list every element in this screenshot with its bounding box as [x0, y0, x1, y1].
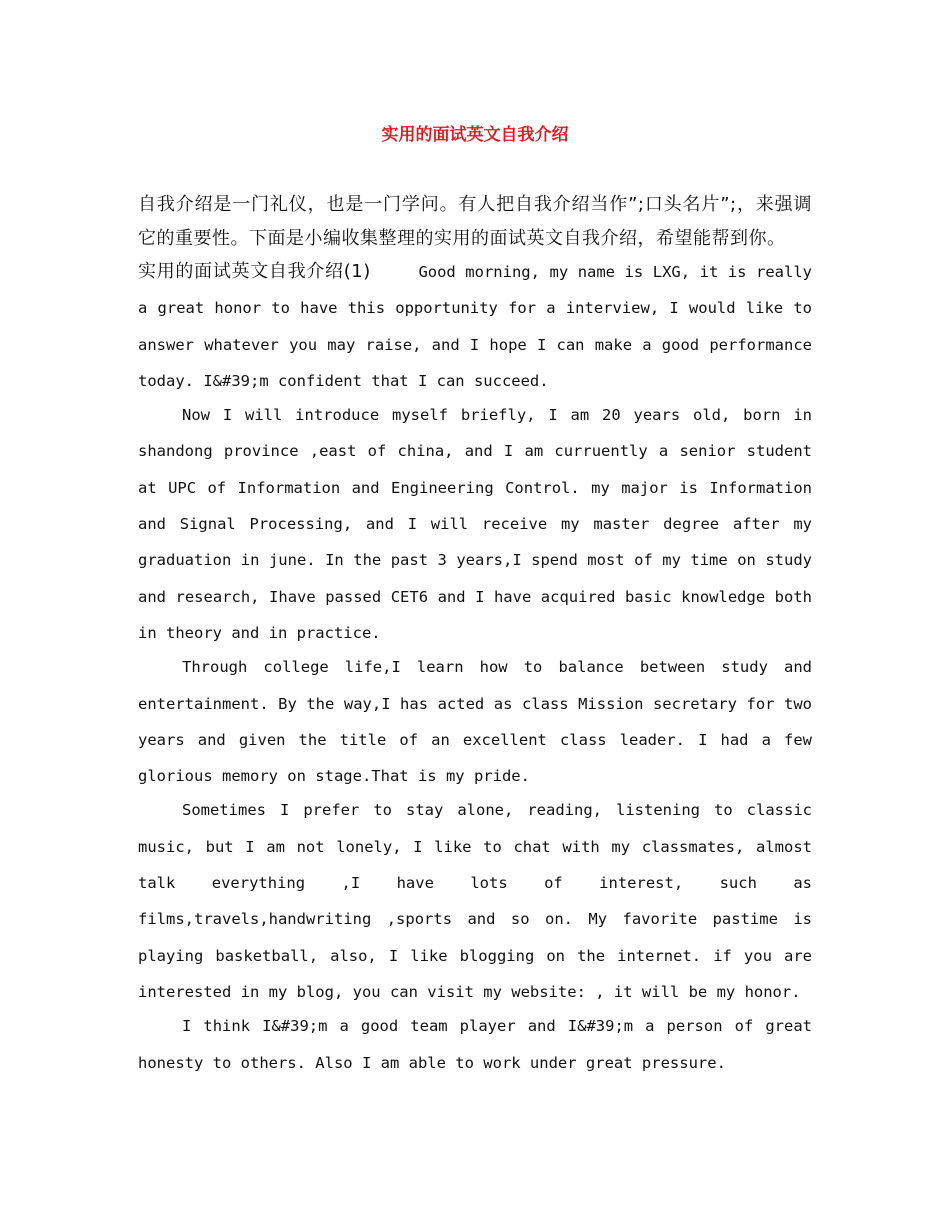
document-title: 实用的面试英文自我介绍 — [381, 125, 569, 145]
paragraph-4: Sometimes I prefer to stay alone, reading, listening to classic music, but I am not lonely, I like to chat with my classmates, almost talk everything ,I have lots of interest, such as films,travels,handwriting ,sports and so on. My favorite pastime is playing basketball, also, I like blogging on the internet. if you are interested in my blog, you can visit my website: , it will be my honor. — [138, 801, 812, 1001]
paragraph-1-text: Good morning, my name is LXG, it is really a great honor to have this opportunity for a interview, I would like to answer whatever you may raise, and I hope I can make a good performance today. I&#39;m confident that I can succeed. — [138, 263, 813, 390]
paragraph-1 — [138, 254, 812, 399]
document-body — [138, 188, 812, 1079]
intro-paragraph: 自我介绍是一门礼仪，也是一门学问。有人把自我介绍当作”;口头名片”;，来强调它的重要性。下面是小编收集整理的实用的面试英文自我介绍，希望能帮到你。 — [138, 194, 812, 249]
paragraph-5: I think I&#39;m a good team player and I&#39;m a person of great honesty to others. Also I am able to work under great pressure. — [138, 1017, 812, 1072]
paragraph-3: Through college life,I learn how to balance between study and entertainment. By the way,I has acted as class Mission secretary for two years and given the title of an excellent class leader. I had a few glorious memory on stage.That is my pride. — [138, 658, 812, 786]
section-heading: 实用的面试英文自我介绍(1) — [138, 261, 371, 282]
paragraph-2: Now I will introduce myself briefly, I am 20 years old, born in shandong province ,east of china, and I am curruently a senior student at UPC of Information and Engineering Control. my major is Information and Signal Processing, and I will receive my master degree after my graduation in june. In the past 3 years,I spend most of my time on study and research, Ihave passed CET6 and I have acquired basic knowledge both in theory and in practice. — [138, 406, 812, 642]
